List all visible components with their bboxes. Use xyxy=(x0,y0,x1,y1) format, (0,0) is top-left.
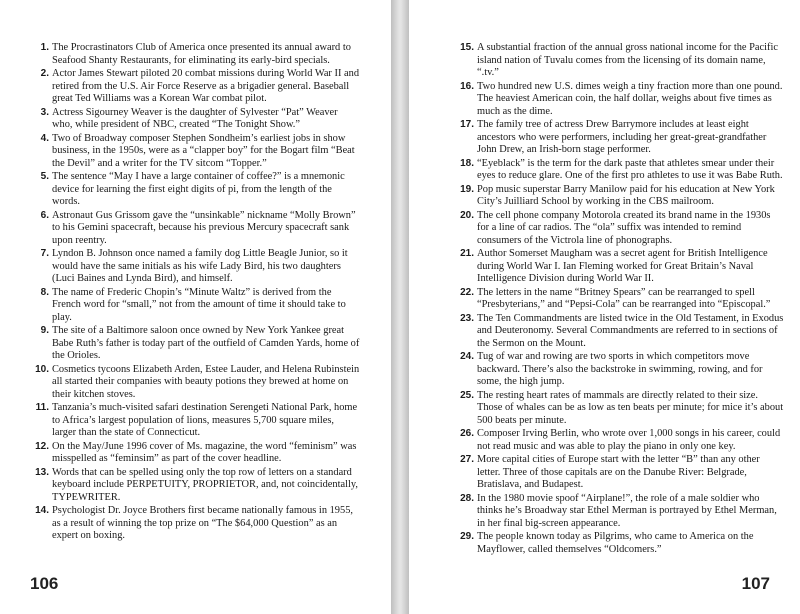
fact-text: In the 1980 movie spoof “Airplane!”, the role of a male soldier who thinks he’s Broadway star Ethel Merman is portrayed by Ethel Merman, in her final big-screen appearance. xyxy=(477,492,777,529)
fact-number: 26. xyxy=(460,428,474,439)
fact-text: Psychologist Dr. Joyce Brothers first became nationally famous in 1955, as a result of winning the top prize on “The $64,000 Question” as an expert on boxing. xyxy=(52,505,353,541)
book-gutter xyxy=(391,0,409,614)
list-item xyxy=(30,325,360,363)
fact-number: 16. xyxy=(460,80,474,92)
list-item xyxy=(455,42,785,80)
fact-number: 27. xyxy=(460,454,474,465)
list-item xyxy=(455,313,785,351)
list-item xyxy=(30,467,360,505)
list-item xyxy=(455,351,785,389)
fact-text: On the May/June 1996 cover of Ms. magazine, the word “feminism” was misspelled as “feminsim” as part of the cover headline. xyxy=(52,440,357,464)
list-item xyxy=(30,171,360,209)
list-item xyxy=(30,364,360,402)
fact-text: Words that can be spelled using only the top row of letters on a standard keyboard include PERPETUITY, PROPRIETOR, and, not coincidentally, TYPEWRITER. xyxy=(52,466,359,503)
fact-text: “Eyeblack” is the term for the dark paste that athletes smear under their eyes to reduce glare. One of the first pro athletes to use it was Babe Ruth. xyxy=(477,157,783,181)
fact-number: 23. xyxy=(460,312,474,324)
fact-number: 9. xyxy=(40,325,49,336)
fact-number: 7. xyxy=(40,248,49,259)
fact-text: The people known today as Pilgrims, who came to America on the Mayflower, called themselves “Oldcomers.” xyxy=(477,531,754,555)
fact-number: 2. xyxy=(40,68,49,79)
fact-text: More capital cities of Europe start with the letter “B” than any other letter. Three of those capitals are on the Danube River: Belgrade, Bratislava, and Budapest. xyxy=(477,454,760,490)
fact-number: 11. xyxy=(35,402,49,413)
list-item xyxy=(455,428,785,453)
list-item xyxy=(455,210,785,248)
fact-text: The family tree of actress Drew Barrymore includes at least eight ancestors who were performers, including her great-great-grandfather John Drew, an Irish-born stage performer. xyxy=(477,119,767,155)
fact-text: The resting heart rates of mammals are directly related to their size. Those of whales can be as low as ten beats per minute; for mice it’s about 500 beats per minute. xyxy=(477,389,784,426)
fact-text: Actress Sigourney Weaver is the daughter of Sylvester “Pat” Weaver who, while president of NBC, created “The Tonight Show.” xyxy=(52,106,338,130)
fact-number: 4. xyxy=(40,132,49,144)
list-item xyxy=(455,158,785,183)
fact-text: Astronaut Gus Grissom gave the “unsinkable” nickname “Molly Brown” to his Gemini spacecraft, because his previous Mercury spacecraft sank upon reentry. xyxy=(52,209,356,246)
page-number-right: 107 xyxy=(741,574,770,593)
list-item xyxy=(30,68,360,106)
fact-number: 1. xyxy=(40,42,49,53)
list-item xyxy=(455,184,785,209)
fact-number: 25. xyxy=(460,389,474,401)
fact-number: 13. xyxy=(35,466,49,478)
fact-text: Composer Irving Berlin, who wrote over 1,000 songs in his career, could not read music and was able to play the piano in only one key. xyxy=(477,428,781,452)
fact-text: Pop music superstar Barry Manilow paid for his education at New York City’s Juilliard School by working in the CBS mailroom. xyxy=(477,183,775,207)
list-item xyxy=(30,441,360,466)
fact-text: Actor James Stewart piloted 20 combat missions during World War II and retired from the U.S. Air Force Reserve as a brigadier general. Baseball great Ted Williams was a Korean War combat pilot. xyxy=(52,68,360,104)
fact-text: The name of Frederic Chopin’s “Minute Waltz” is derived from the French word for “small,” not from the amount of time it should take to play. xyxy=(52,286,346,323)
fact-text: The sentence “May I have a large container of coffee?” is a mnemonic device for learning the first eight digits of pi, from the length of the words. xyxy=(52,171,345,207)
list-item xyxy=(30,287,360,325)
fact-text: Two hundred new U.S. dimes weigh a tiny fraction more than one pound. The heaviest American coin, the half dollar, weighs about five times as much as the dime. xyxy=(477,80,783,117)
fact-number: 21. xyxy=(460,248,474,259)
list-item xyxy=(455,248,785,286)
fact-text: Cosmetics tycoons Elizabeth Arden, Estee Lauder, and Helena Rubinstein all started their companies with beauty potions they brewed at home on their kitchen stoves. xyxy=(52,363,360,400)
fact-number: 24. xyxy=(460,351,474,362)
list-item xyxy=(30,210,360,248)
left-page xyxy=(0,0,391,614)
fact-number: 19. xyxy=(460,183,474,195)
page-number-left: 106 xyxy=(30,574,59,593)
list-item xyxy=(455,493,785,531)
fact-number: 18. xyxy=(460,157,474,169)
fact-number: 17. xyxy=(460,119,474,130)
fact-text: The Procrastinators Club of America once presented its annual award to Seafood Shanty Restaurants, for eliminating its early-bird specials. xyxy=(52,42,351,66)
fact-list-left xyxy=(30,42,360,544)
fact-number: 20. xyxy=(460,209,474,221)
fact-number: 8. xyxy=(40,286,49,298)
fact-number: 10. xyxy=(35,363,49,375)
fact-number: 5. xyxy=(40,171,49,182)
list-item xyxy=(30,248,360,286)
list-item xyxy=(30,107,360,132)
fact-text: Tanzania’s much-visited safari destination Serengeti National Park, home to Africa’s largest population of lions, measures 5,700 square miles, larger than the state of Connecticut. xyxy=(52,402,358,438)
fact-number: 6. xyxy=(40,209,49,221)
fact-text: The letters in the name “Britney Spears” can be rearranged to spell “Presbyterians,” and “Pepsi-Cola” can be rearranged into “Episcopal.” xyxy=(477,286,771,310)
list-item xyxy=(30,133,360,171)
list-item xyxy=(455,287,785,312)
list-item xyxy=(455,390,785,428)
fact-text: The Ten Commandments are listed twice in the Old Testament, in Exodus and Deuteronomy. Several Commandments are referred to in sections of the Sermon on the Mount. xyxy=(477,312,784,349)
fact-text: A substantial fraction of the annual gross national income for the Pacific island nation of Tuvalu comes from the licensing of its domain name, “.tv.” xyxy=(477,42,778,78)
fact-text: Author Somerset Maugham was a secret agent for British Intelligence during World War I. Ian Fleming worked for Great Britain’s Naval Intelligence Division during World War II. xyxy=(477,248,768,284)
fact-text: Two of Broadway composer Stephen Sondheim’s earliest jobs in show business, in the 1950s, were as a “clapper boy” for the Bogart film “Beat the Devil” and a writer for the TV sitcom “Topper.” xyxy=(52,132,355,169)
fact-number: 14. xyxy=(35,505,49,516)
fact-text: The cell phone company Motorola created its brand name in the 1930s for a line of car radios. The “ola” suffix was intended to remind consumers of the Victrola line of phonographs. xyxy=(477,209,771,246)
right-page xyxy=(409,0,800,614)
list-item xyxy=(30,42,360,67)
fact-number: 3. xyxy=(40,106,49,118)
list-item xyxy=(30,402,360,440)
fact-text: The site of a Baltimore saloon once owned by New York Yankee great Babe Ruth’s father is today part of the outfield of Camden Yards, home of the Orioles. xyxy=(52,325,360,361)
fact-number: 12. xyxy=(35,440,49,452)
fact-number: 22. xyxy=(460,286,474,298)
list-item xyxy=(455,454,785,492)
fact-number: 15. xyxy=(460,42,474,53)
fact-text: Lyndon B. Johnson once named a family dog Little Beagle Junior, so it would have the same initials as his wife Lady Bird, his two daughters (Luci Baines and Lynda Bird), and himself. xyxy=(52,248,348,284)
list-item xyxy=(455,81,785,119)
fact-number: 28. xyxy=(460,492,474,504)
fact-list-right xyxy=(455,42,785,557)
fact-number: 29. xyxy=(460,531,474,542)
list-item xyxy=(455,531,785,556)
fact-text: Tug of war and rowing are two sports in which competitors move backward. There’s also the backstroke in swimming, rowing, and for some, the high jump. xyxy=(477,351,763,387)
list-item xyxy=(30,505,360,543)
list-item xyxy=(455,119,785,157)
